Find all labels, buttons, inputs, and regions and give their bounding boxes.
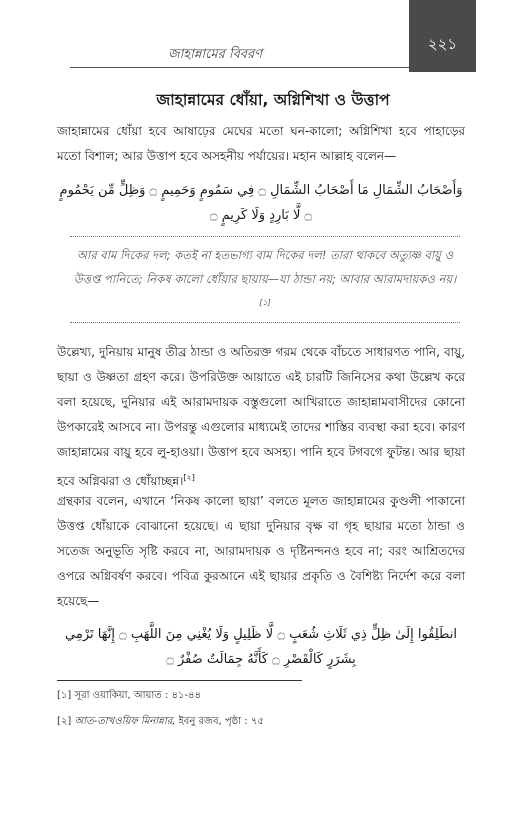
translation-text: আর বাম দিকের দল; কতই না হতভাগ্য বাম দিকের দল! তারা থাকবে অত্যুষ্ণ বায়ু ও উত্তপ্ত পানিতে; নিকষ কালো ধোঁয়ার ছায়ায়—যা ঠান্ডা নয়; আবার আরামদায়কও নয়।: [73, 248, 457, 286]
intro-paragraph: জাহান্নামের ধোঁয়া হবে আষাঢ়ের মেঘের মতো ঘন-কালো; অগ্নিশিখা হবে পাহাড়ের মতো বিশাল; আর উত্তাপ হবে অসহনীয় পর্যায়ের। মহান আল্লাহ বলেন—: [57, 124, 465, 163]
page-number: ২২১: [427, 35, 458, 53]
footnote-rule: [57, 680, 302, 681]
translation-block: [70, 243, 460, 318]
chapter-title: জাহান্নামের ধোঁয়া, অগ্নিশিখা ও উত্তাপ: [156, 91, 390, 109]
header-rule: [70, 67, 416, 68]
translation-bottom-rule: [70, 322, 460, 323]
footnote-1-text: সূরা ওয়াকিয়া, আয়াত : ৪১-৪৪: [74, 690, 202, 701]
quran-verse-1: وَأَصْحَابُ الشِّمَالِ مَا أَصْحَابُ الشِّمَالِ ۝ فِي سَمُومٍ وَحَمِيمٍ ۝ وَظِلٍّ مِّن يَحْمُومٍ ۝ لَّا بَارِدٍ وَلَا كَرِيمٍ ۝: [59, 183, 463, 223]
footnote-2-text: ইবনু রজব, পৃষ্ঠা : ৭৫: [175, 716, 264, 727]
paragraph-3: গ্রন্থকার বলেন, এখানে ‘নিকষ কালো ছায়া’ বলতে মূলত জাহান্নামের কুণ্ডলী পাকানো উত্তপ্ত ধোঁয়াকে বোঝানো হয়েছে। এ ছায়া দুনিয়ার বৃক্ষ বা গৃহ ছায়ার মতো ঠান্ডা ও সতেজ অনুভূতি সৃষ্টি করবে না, আরামদায়ক ও দৃষ্টিনন্দনও হবে না; বরং আশ্রিতদের ওপরে অগ্নিবর্ষণ করবে। পবিত্র কুরআনে এই ছায়ার প্রকৃতি ও বৈশিষ্ট্য নির্দেশ করে বলা হয়েছে—: [57, 494, 465, 608]
running-header-title: জাহান্নামের বিবরণ: [167, 47, 263, 62]
footnote-2-marker: [২]: [57, 716, 72, 727]
footnote-2-source-title: আত-তাখওয়িফ মিনান্নার,: [74, 716, 176, 727]
translation-top-rule: [70, 236, 460, 237]
footnote-1-marker: [১]: [57, 690, 72, 701]
footnote-ref-1[interactable]: [১]: [259, 298, 271, 307]
quran-verse-2: انطَلِقُوا إِلَىٰ ظِلٍّ ذِي ثَلَاثِ شُعَبٍ ۝ لَّا ظَلِيلٍ وَلَا يُغْنِي مِنَ اللَّهَبِ ۝ إِنَّهَا تَرْمِي بِشَرَرٍ كَالْقَصْرِ ۝ كَأَنَّهُ جِمَالَتٌ صُفْرٌ ۝: [65, 627, 457, 667]
paragraph-2: [57, 340, 465, 494]
footnote-1: [57, 688, 201, 705]
footnote-2: [57, 714, 264, 731]
page-number-box: [409, 0, 476, 72]
paragraph-2-text: উল্লেখ্য, দুনিয়ায় মানুষ তীব্র ঠান্ডা ও অতিরক্ত গরম থেকে বাঁচতে সাধারণত পানি, বায়ু, ছায়া ও উষ্ণতা গ্রহণ করে। উপরিউক্ত আয়াতে এই চারটি জিনিসের কথা উল্লেখ করে বলা হয়েছে, দুনিয়ার এই আরামদায়ক বস্তুগুলো আখিরাতে জাহান্নামবাসীদের কোনো উপকারেই আসবে না। উপরন্তু এগুলোর মাধ্যমেই তাদের শাস্তির ব্যবস্থা করা হবে। কারণ জাহান্নামের বায়ু হবে লু-হাওয়া। উত্তাপ হবে অসহ্য। পানি হবে টগবগে ফুটন্ত। আর ছায়া হবে অগ্নিঝরা ও ধোঁয়াচ্ছন্ন।: [57, 345, 465, 488]
footnote-ref-2[interactable]: [২]: [183, 473, 195, 482]
